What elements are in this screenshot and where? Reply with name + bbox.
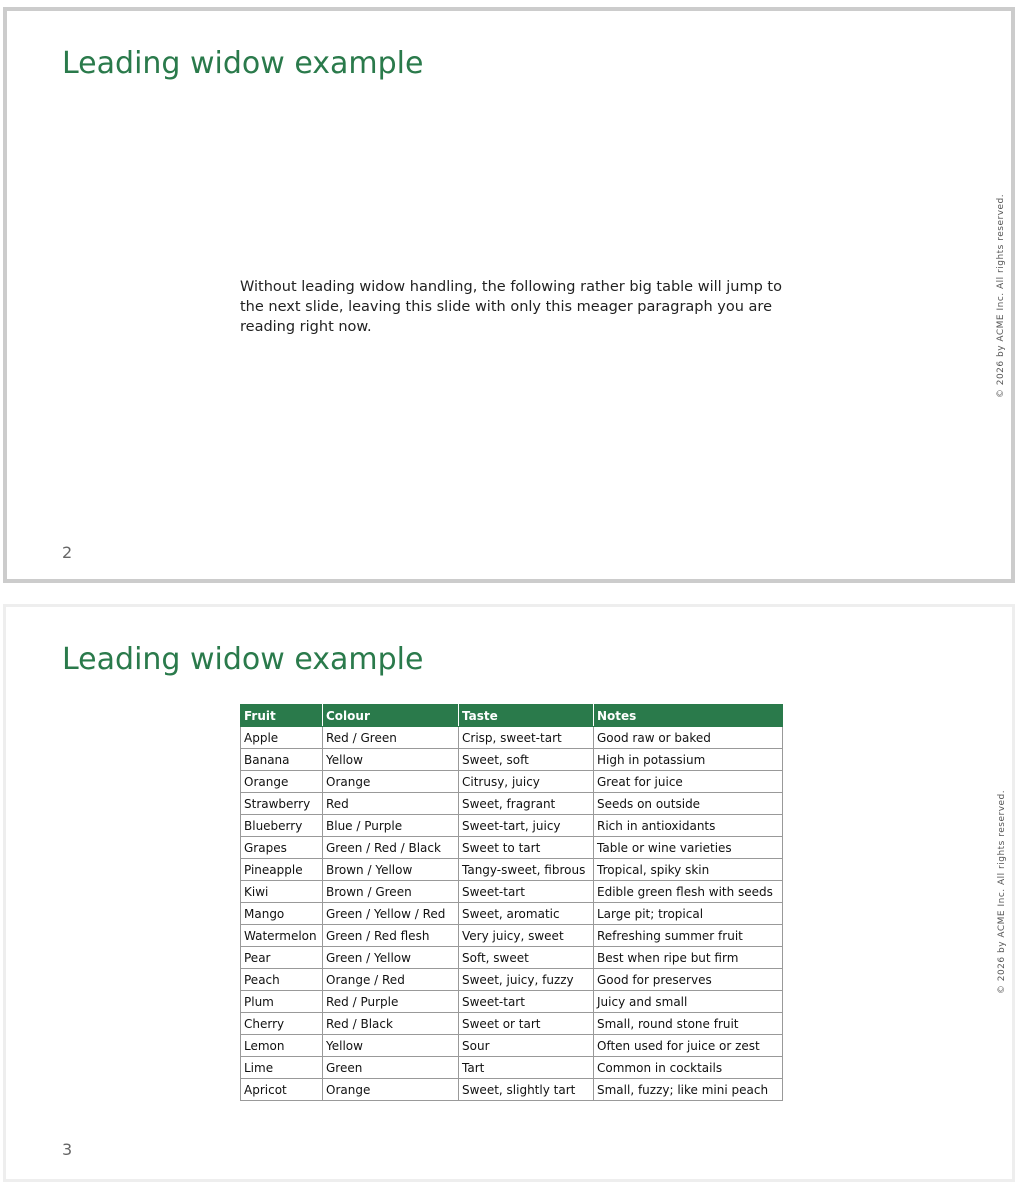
cell-taste: Crisp, sweet-tart (459, 727, 594, 749)
fruit-table (240, 704, 783, 1101)
cell-fruit: Watermelon (241, 925, 323, 947)
cell-taste: Sweet or tart (459, 1013, 594, 1035)
slide-2 (3, 7, 1015, 583)
cell-taste: Sweet-tart (459, 991, 594, 1013)
cell-notes: Seeds on outside (594, 793, 783, 815)
cell-taste: Sweet-tart (459, 881, 594, 903)
cell-taste: Sour (459, 1035, 594, 1057)
copyright-notice: © 2026 by ACME Inc. All rights reserved. (996, 789, 1007, 995)
cell-taste: Sweet, aromatic (459, 903, 594, 925)
cell-taste: Sweet, fragrant (459, 793, 594, 815)
cell-taste: Very juicy, sweet (459, 925, 594, 947)
cell-taste: Tart (459, 1057, 594, 1079)
cell-fruit: Kiwi (241, 881, 323, 903)
cell-notes: Good for preserves (594, 969, 783, 991)
cell-notes: High in potassium (594, 749, 783, 771)
cell-taste: Soft, sweet (459, 947, 594, 969)
slide-number: 2 (62, 543, 73, 562)
cell-notes: Refreshing summer fruit (594, 925, 783, 947)
cell-notes: Often used for juice or zest (594, 1035, 783, 1057)
cell-taste: Sweet, slightly tart (459, 1079, 594, 1101)
slide-title: Leading widow example (62, 46, 424, 81)
slide-3 (3, 604, 1015, 1182)
cell-fruit: Pineapple (241, 859, 323, 881)
cell-taste: Sweet, soft (459, 749, 594, 771)
cell-fruit: Strawberry (241, 793, 323, 815)
table-row (241, 793, 783, 815)
table-row (241, 1079, 783, 1101)
slide-title: Leading widow example (62, 642, 424, 677)
table-body (241, 727, 783, 1101)
header-fruit: Fruit (241, 705, 323, 727)
cell-taste: Sweet to tart (459, 837, 594, 859)
cell-colour: Red / Black (323, 1013, 459, 1035)
table-row (241, 991, 783, 1013)
table-row (241, 903, 783, 925)
cell-taste: Tangy-sweet, fibrous (459, 859, 594, 881)
table-row (241, 859, 783, 881)
cell-colour: Red / Purple (323, 991, 459, 1013)
cell-colour: Green (323, 1057, 459, 1079)
cell-fruit: Peach (241, 969, 323, 991)
table-header-row (241, 705, 783, 727)
slide-number: 3 (62, 1140, 73, 1159)
table-row (241, 1057, 783, 1079)
header-colour: Colour (323, 705, 459, 727)
cell-fruit: Lemon (241, 1035, 323, 1057)
header-taste: Taste (459, 705, 594, 727)
cell-fruit: Grapes (241, 837, 323, 859)
cell-notes: Common in cocktails (594, 1057, 783, 1079)
cell-notes: Small, round stone fruit (594, 1013, 783, 1035)
cell-fruit: Orange (241, 771, 323, 793)
cell-colour: Brown / Green (323, 881, 459, 903)
table-row (241, 727, 783, 749)
table-row (241, 947, 783, 969)
cell-colour: Green / Yellow (323, 947, 459, 969)
table-row (241, 749, 783, 771)
cell-notes: Small, fuzzy; like mini peach (594, 1079, 783, 1101)
cell-fruit: Plum (241, 991, 323, 1013)
cell-fruit: Pear (241, 947, 323, 969)
table-row (241, 815, 783, 837)
cell-taste: Citrusy, juicy (459, 771, 594, 793)
cell-notes: Rich in antioxidants (594, 815, 783, 837)
table-row (241, 969, 783, 991)
cell-notes: Great for juice (594, 771, 783, 793)
table-row (241, 837, 783, 859)
cell-colour: Yellow (323, 1035, 459, 1057)
cell-colour: Orange (323, 1079, 459, 1101)
cell-notes: Large pit; tropical (594, 903, 783, 925)
cell-fruit: Cherry (241, 1013, 323, 1035)
table-row (241, 1013, 783, 1035)
table-row (241, 881, 783, 903)
cell-fruit: Lime (241, 1057, 323, 1079)
cell-taste: Sweet-tart, juicy (459, 815, 594, 837)
cell-notes: Table or wine varieties (594, 837, 783, 859)
cell-colour: Blue / Purple (323, 815, 459, 837)
cell-fruit: Blueberry (241, 815, 323, 837)
table-row (241, 771, 783, 793)
cell-fruit: Apple (241, 727, 323, 749)
cell-notes: Best when ripe but firm (594, 947, 783, 969)
cell-colour: Green / Red / Black (323, 837, 459, 859)
cell-colour: Red (323, 793, 459, 815)
cell-colour: Red / Green (323, 727, 459, 749)
cell-taste: Sweet, juicy, fuzzy (459, 969, 594, 991)
cell-colour: Orange / Red (323, 969, 459, 991)
cell-colour: Yellow (323, 749, 459, 771)
cell-fruit: Banana (241, 749, 323, 771)
cell-notes: Good raw or baked (594, 727, 783, 749)
cell-colour: Brown / Yellow (323, 859, 459, 881)
table-row (241, 925, 783, 947)
cell-colour: Green / Yellow / Red (323, 903, 459, 925)
cell-notes: Tropical, spiky skin (594, 859, 783, 881)
copyright-notice: © 2026 by ACME Inc. All rights reserved. (995, 193, 1006, 399)
cell-fruit: Apricot (241, 1079, 323, 1101)
table-row (241, 1035, 783, 1057)
cell-notes: Edible green flesh with seeds (594, 881, 783, 903)
cell-colour: Green / Red flesh (323, 925, 459, 947)
cell-fruit: Mango (241, 903, 323, 925)
cell-colour: Orange (323, 771, 459, 793)
cell-notes: Juicy and small (594, 991, 783, 1013)
body-paragraph: Without leading widow handling, the following rather big table will jump to the next slide, leaving this slide with only this meager paragraph you are reading right now. (240, 279, 782, 335)
header-notes: Notes (594, 705, 783, 727)
